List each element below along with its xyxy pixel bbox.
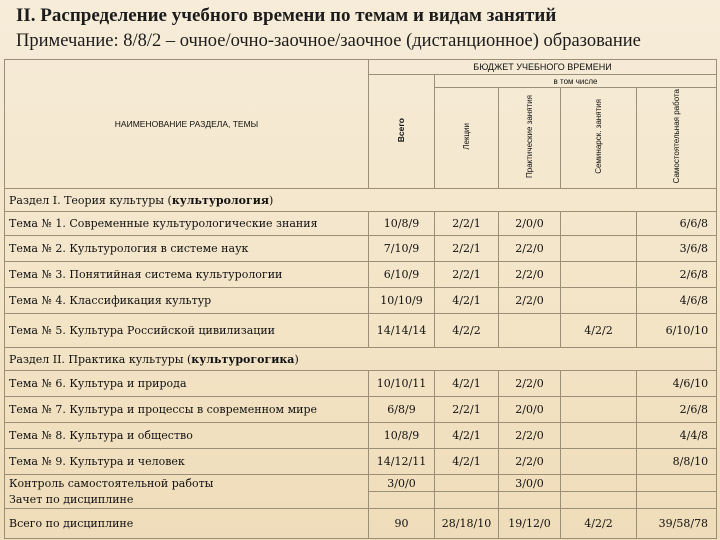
table-row (5, 212, 717, 236)
cell-practical (499, 492, 561, 509)
section-row-2 (5, 348, 717, 371)
table-row (5, 288, 717, 314)
page-title: II. Распределение учебного времени по темам и видам занятий (16, 5, 557, 26)
table-row (5, 397, 717, 423)
section-row-1 (5, 189, 717, 212)
cell-self-study: 4/6/8 (637, 288, 717, 314)
cell-lectures: 4/2/1 (435, 288, 499, 314)
row-name: Тема № 2. Культурология в системе наук (5, 236, 369, 262)
cell-seminars: 4/2/2 (561, 314, 637, 348)
row-name: Тема № 1. Современные культурологические знания (5, 212, 369, 236)
page-note: Примечание: 8/8/2 – очное/очно-заочное/заочное (дистанционное) образование (16, 31, 641, 51)
row-name: Зачет по дисциплине (5, 492, 369, 509)
cell-practical: 2/2/0 (499, 449, 561, 475)
schedule-table (4, 59, 717, 539)
cell-practical: 2/2/0 (499, 288, 561, 314)
header-seminars: Семинарск. занятия (561, 88, 637, 189)
cell-seminars (561, 492, 637, 509)
row-name: Контроль самостоятельной работы (5, 475, 369, 492)
table-row (5, 371, 717, 397)
cell-lectures: 4/2/1 (435, 423, 499, 449)
table-row (5, 262, 717, 288)
cell-self-study (637, 492, 717, 509)
cell-self-study: 3/6/8 (637, 236, 717, 262)
cell-total: 10/10/11 (369, 371, 435, 397)
cell-seminars (561, 236, 637, 262)
cell-seminars (561, 449, 637, 475)
row-name: Тема № 6. Культура и природа (5, 371, 369, 397)
row-name: Тема № 8. Культура и общество (5, 423, 369, 449)
cell-self-study (637, 475, 717, 492)
cell-lectures: 2/2/1 (435, 236, 499, 262)
cell-lectures: 2/2/1 (435, 212, 499, 236)
cell-lectures: 4/2/1 (435, 371, 499, 397)
control-row (5, 475, 717, 492)
cell-lectures: 4/2/1 (435, 449, 499, 475)
cell-total: 6/8/9 (369, 397, 435, 423)
cell-seminars: 4/2/2 (561, 509, 637, 539)
row-name: Тема № 4. Классификация культур (5, 288, 369, 314)
cell-seminars (561, 423, 637, 449)
table-row (5, 449, 717, 475)
header-budget: БЮДЖЕТ УЧЕБНОГО ВРЕМЕНИ (369, 60, 717, 75)
header-self-study: Самостоятельная работа (637, 88, 717, 189)
header-practical: Практические занятия (499, 88, 561, 189)
cell-total: 14/14/14 (369, 314, 435, 348)
cell-total: 90 (369, 509, 435, 539)
section-title: Раздел I. Теория культуры (культурология) (5, 189, 717, 212)
header-lectures: Лекции (435, 88, 499, 189)
section-title: Раздел II. Практика культуры (культурогогика) (5, 348, 717, 371)
cell-seminars (561, 212, 637, 236)
table-row (5, 314, 717, 348)
cell-practical: 2/2/0 (499, 371, 561, 397)
cell-self-study: 2/6/8 (637, 262, 717, 288)
cell-self-study: 6/6/8 (637, 212, 717, 236)
cell-self-study: 39/58/78 (637, 509, 717, 539)
cell-seminars (561, 262, 637, 288)
cell-practical: 3/0/0 (499, 475, 561, 492)
table-row (5, 236, 717, 262)
header-total: Всего (369, 75, 435, 189)
row-name: Тема № 3. Понятийная система культурологии (5, 262, 369, 288)
cell-practical: 19/12/0 (499, 509, 561, 539)
cell-self-study: 8/8/10 (637, 449, 717, 475)
row-name: Всего по дисциплине (5, 509, 369, 539)
row-name: Тема № 5. Культура Российской цивилизации (5, 314, 369, 348)
table-row (5, 423, 717, 449)
cell-lectures (435, 492, 499, 509)
cell-total: 6/10/9 (369, 262, 435, 288)
cell-practical: 2/2/0 (499, 262, 561, 288)
row-name: Тема № 9. Культура и человек (5, 449, 369, 475)
cell-lectures: 2/2/1 (435, 262, 499, 288)
cell-total: 7/10/9 (369, 236, 435, 262)
cell-lectures: 28/18/10 (435, 509, 499, 539)
cell-seminars (561, 475, 637, 492)
cell-seminars (561, 397, 637, 423)
header-including: в том числе (435, 75, 717, 88)
cell-total: 10/10/9 (369, 288, 435, 314)
cell-total: 3/0/0 (369, 475, 435, 492)
cell-practical: 2/2/0 (499, 236, 561, 262)
cell-self-study: 4/6/10 (637, 371, 717, 397)
cell-seminars (561, 371, 637, 397)
cell-lectures: 2/2/1 (435, 397, 499, 423)
cell-seminars (561, 288, 637, 314)
cell-total (369, 492, 435, 509)
header-name: НАИМЕНОВАНИЕ РАЗДЕЛА, ТЕМЫ (5, 60, 369, 189)
total-row (5, 509, 717, 539)
cell-lectures: 4/2/2 (435, 314, 499, 348)
cell-total: 14/12/11 (369, 449, 435, 475)
row-name: Тема № 7. Культура и процессы в современном мире (5, 397, 369, 423)
cell-practical: 2/0/0 (499, 397, 561, 423)
cell-self-study: 4/4/8 (637, 423, 717, 449)
cell-self-study: 6/10/10 (637, 314, 717, 348)
cell-practical: 2/2/0 (499, 423, 561, 449)
cell-self-study: 2/6/8 (637, 397, 717, 423)
exam-row (5, 492, 717, 509)
cell-practical: 2/0/0 (499, 212, 561, 236)
cell-total: 10/8/9 (369, 423, 435, 449)
cell-practical (499, 314, 561, 348)
cell-total: 10/8/9 (369, 212, 435, 236)
cell-lectures (435, 475, 499, 492)
header-row-budget (5, 60, 717, 75)
